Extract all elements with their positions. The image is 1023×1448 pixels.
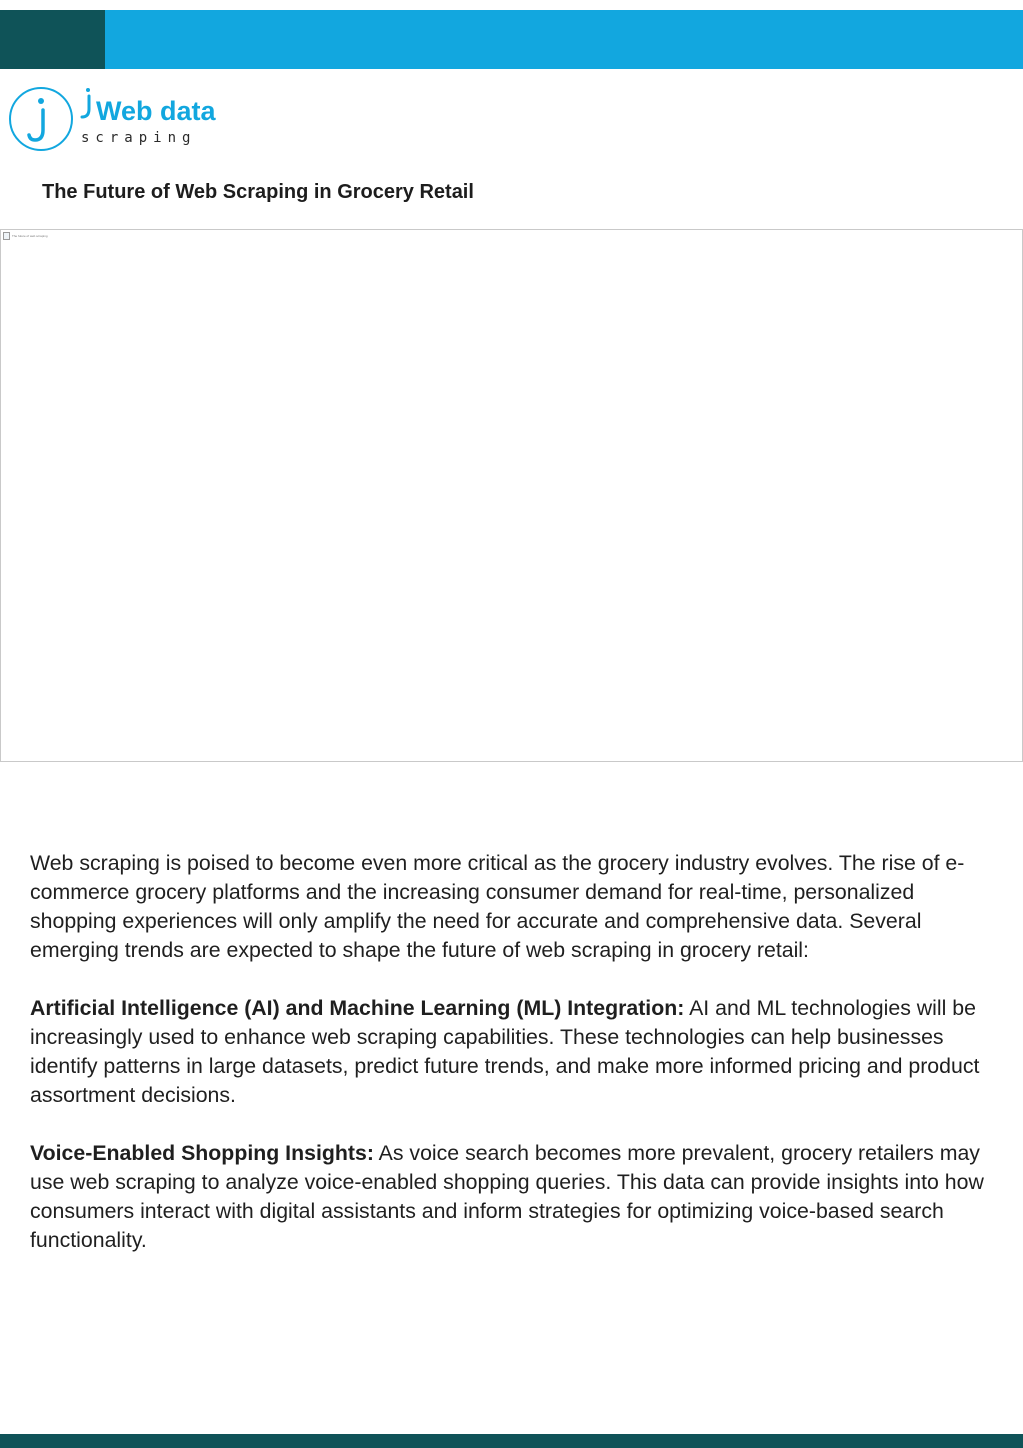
paragraph-voice (30, 1139, 985, 1255)
paragraph-ai-ml (30, 994, 985, 1110)
header-accent-bar (0, 10, 1023, 69)
paragraph-heading: Artificial Intelligence (AI) and Machine Learning (ML) Integration: (30, 996, 685, 1020)
footer-bar (0, 1434, 1023, 1448)
broken-image-placeholder (3, 232, 48, 240)
page-title: The Future of Web Scraping in Grocery Retail (42, 181, 474, 203)
paragraph-text: AI and ML technologies will be increasingly used to enhance web scraping capabilities. These technologies can help businesses identify patterns in large datasets, predict future trends, and make more informed pricing and product assortment decisions. (30, 996, 980, 1107)
paragraph-intro (30, 849, 985, 965)
j-mark-icon (82, 88, 90, 117)
logo-sub-text: scraping (81, 130, 197, 146)
logo-brand-text: Web data (96, 96, 216, 126)
image-alt-text: The future of web scraping (12, 234, 48, 238)
paragraph-heading: Voice-Enabled Shopping Insights: (30, 1141, 374, 1165)
company-logo (8, 82, 238, 158)
article-body (30, 849, 985, 1284)
broken-image-icon (3, 232, 10, 240)
paragraph-text: Web scraping is poised to become even more critical as the grocery industry evolves. The rise of e-commerce grocery platforms and the increasing consumer demand for real-time, personalized shopping experiences will only amplify the need for accurate and comprehensive data. Several emerging trends are expected to shape the future of web scraping in grocery retail: (30, 851, 965, 962)
header-dark-block (0, 10, 105, 69)
paragraph-text: As voice search becomes more prevalent, grocery retailers may use web scraping to analyze voice-enabled shopping queries. This data can provide insights into how consumers interact with digital assistants and inform strategies for optimizing voice-based search functionality. (30, 1141, 984, 1252)
article-image (0, 229, 1023, 762)
j-in-circle-logo-icon (10, 88, 72, 150)
